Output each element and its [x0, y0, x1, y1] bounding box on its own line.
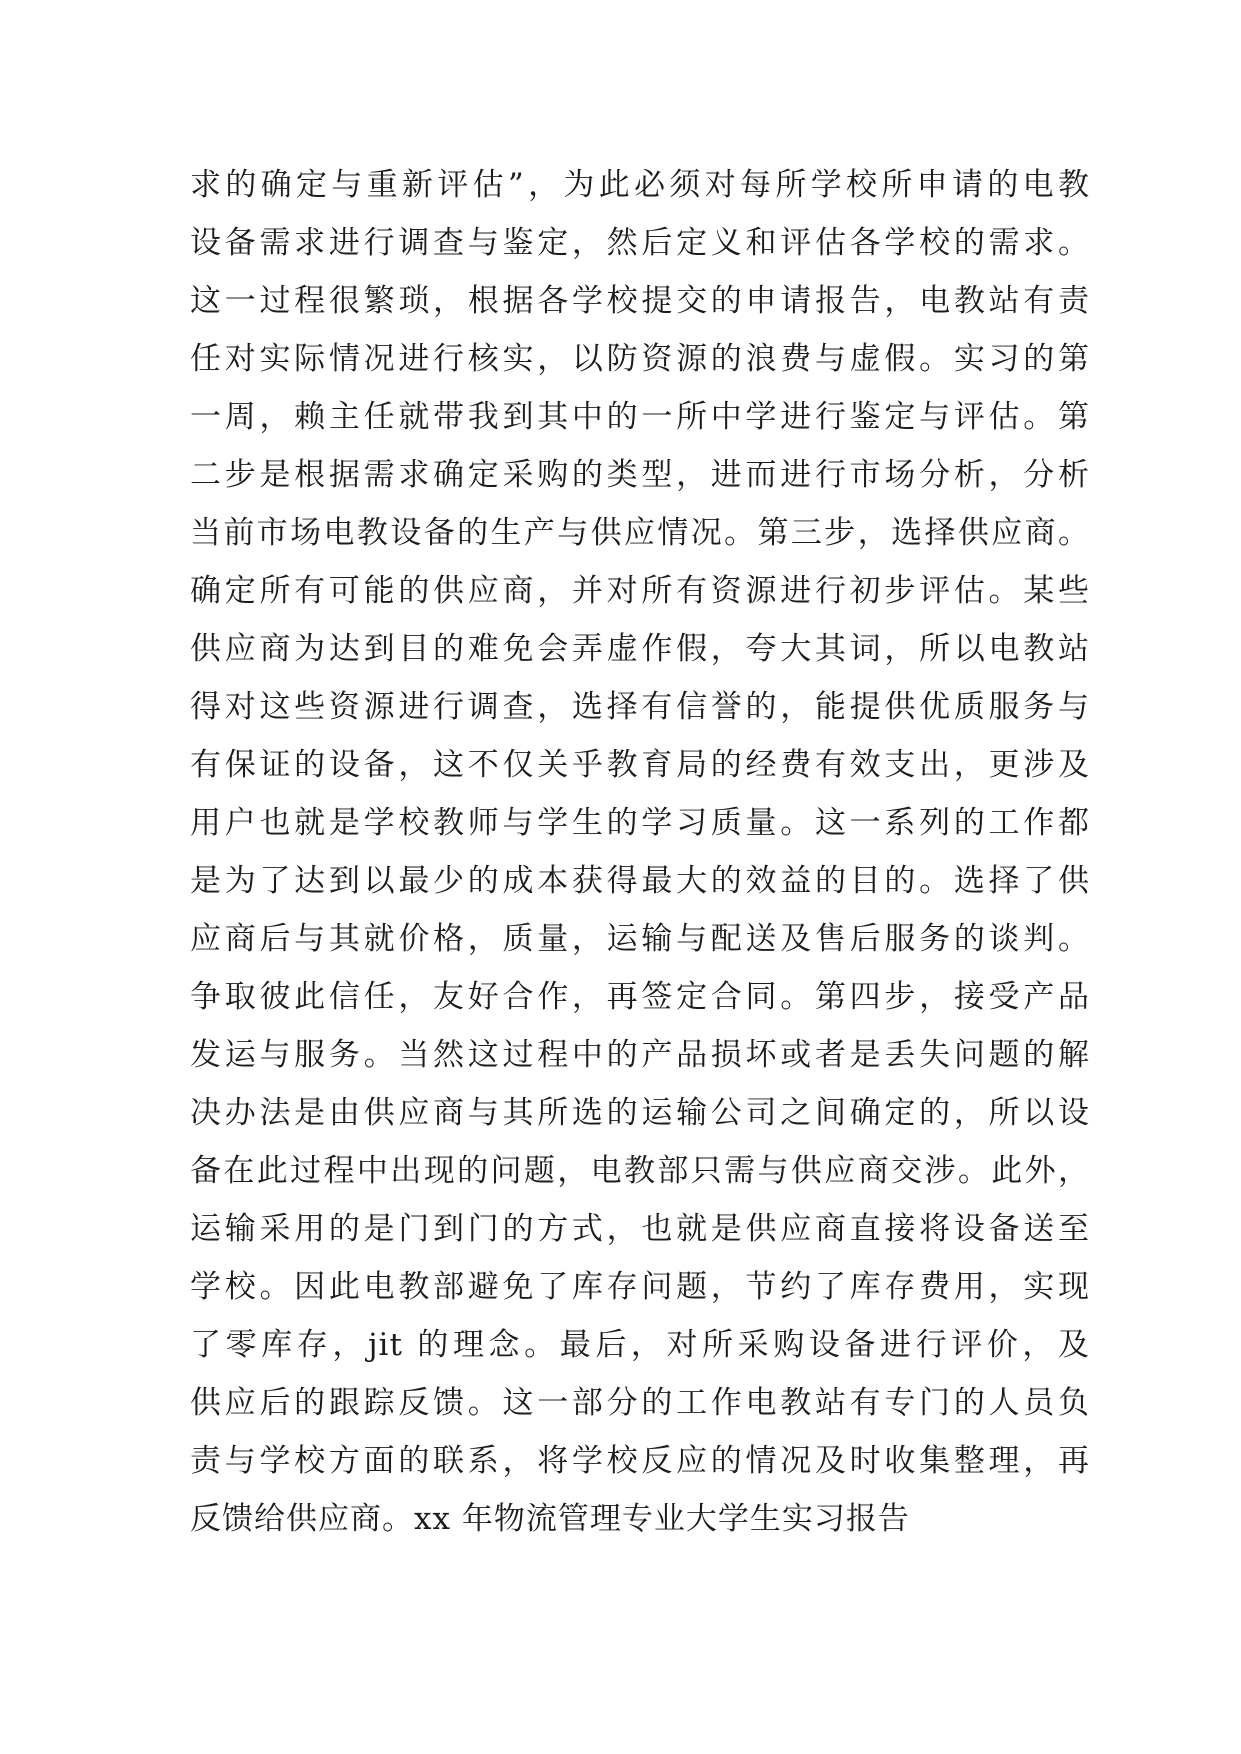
text-line: 应商后与其就价格，质量，运输与配送及售后服务的谈判。 — [190, 921, 1090, 957]
text-line: 供应后的跟踪反馈。这一部分的工作电教站有专门的人员负 — [190, 1385, 1090, 1421]
text-line: 设备需求进行调查与鉴定，然后定义和评估各学校的需求。 — [190, 225, 1090, 261]
text-line: 这一过程很繁琐，根据各学校提交的申请报告，电教站有责 — [190, 283, 1090, 319]
text-line: 一周，赖主任就带我到其中的一所中学进行鉴定与评估。第 — [190, 399, 1090, 435]
text-line: 任对实际情况进行核实，以防资源的浪费与虚假。实习的第 — [190, 341, 1090, 377]
text-line: 备在此过程中出现的问题，电教部只需与供应商交涉。此外， — [190, 1153, 1090, 1189]
text-line: 发运与服务。当然这过程中的产品损坏或者是丢失问题的解 — [190, 1037, 1090, 1073]
text-line: 有保证的设备，这不仅关乎教育局的经费有效支出，更涉及 — [190, 747, 1090, 783]
text-line: 得对这些资源进行调查，选择有信誉的，能提供优质服务与 — [190, 689, 1090, 725]
text-line: 是为了达到以最少的成本获得最大的效益的目的。选择了供 — [190, 863, 1090, 899]
text-line: 求的确定与重新评估”，为此必须对每所学校所申请的电教 — [190, 167, 1090, 203]
text-line: 学校。因此电教部避免了库存问题，节约了库存费用，实现 — [190, 1269, 1090, 1305]
text-line: 用户也就是学校教师与学生的学习质量。这一系列的工作都 — [190, 805, 1090, 841]
text-line: 供应商为达到目的难免会弄虚作假，夸大其词，所以电教站 — [190, 631, 1090, 667]
text-line: 反馈给供应商。xx 年物流管理专业大学生实习报告 — [190, 1501, 910, 1537]
text-line: 决办法是由供应商与其所选的运输公司之间确定的，所以设 — [190, 1095, 1090, 1131]
text-line: 当前市场电教设备的生产与供应情况。第三步，选择供应商。 — [190, 515, 1090, 551]
body-text — [190, 156, 1090, 1548]
text-line: 责与学校方面的联系，将学校反应的情况及时收集整理，再 — [190, 1443, 1090, 1479]
text-line: 了零库存，jit 的理念。最后，对所采购设备进行评价，及 — [190, 1327, 1090, 1363]
text-line: 争取彼此信任，友好合作，再签定合同。第四步，接受产品 — [190, 979, 1090, 1015]
text-line: 确定所有可能的供应商，并对所有资源进行初步评估。某些 — [190, 573, 1090, 609]
text-line: 二步是根据需求确定采购的类型，进而进行市场分析，分析 — [190, 457, 1090, 493]
text-line: 运输采用的是门到门的方式，也就是供应商直接将设备送至 — [190, 1211, 1090, 1247]
